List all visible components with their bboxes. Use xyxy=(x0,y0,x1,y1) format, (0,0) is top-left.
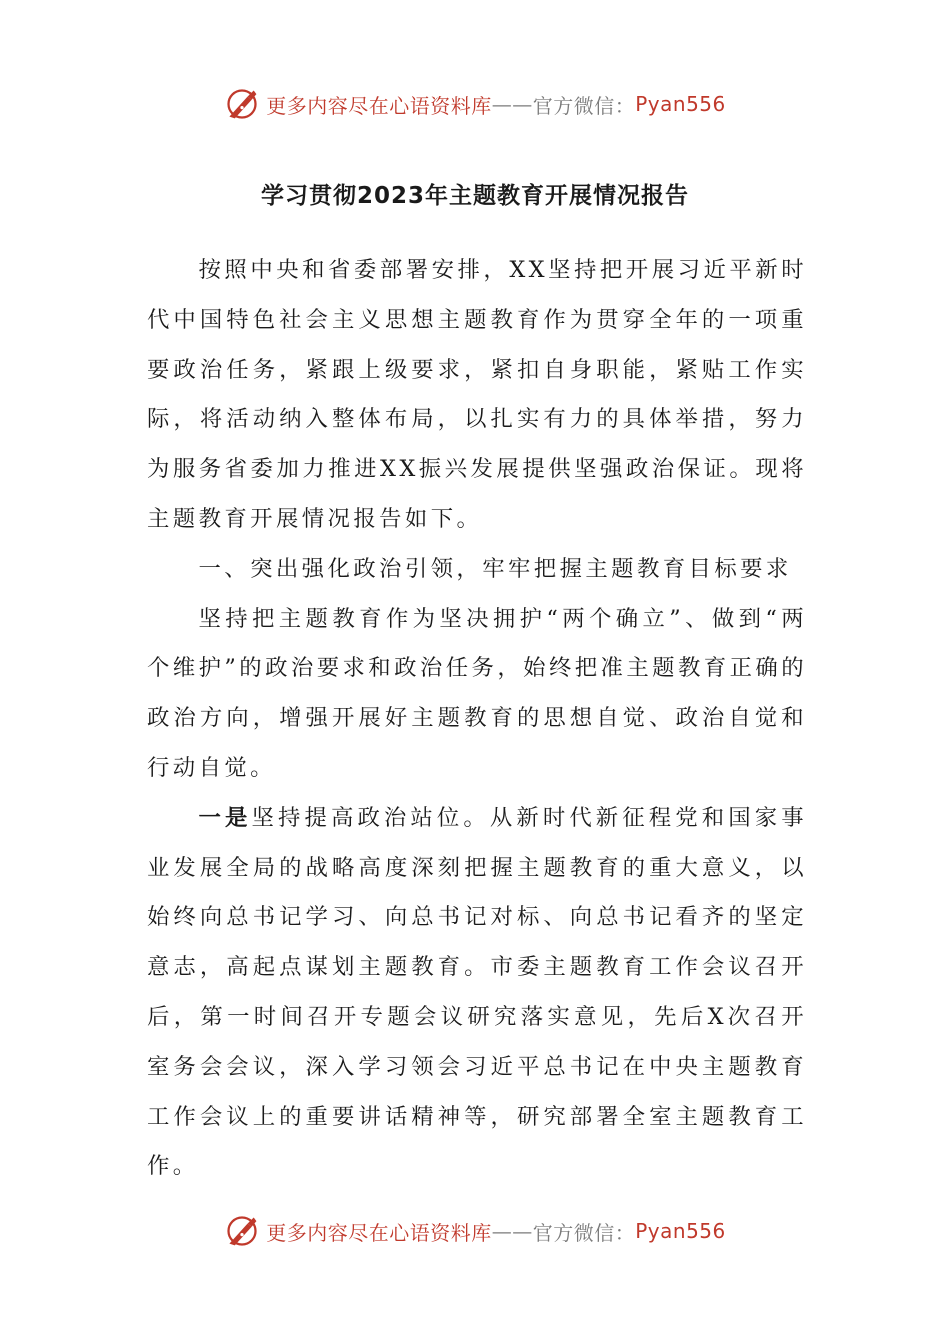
watermark-brand: 更多内容尽在心语资料库 xyxy=(266,93,492,118)
watermark-dash: —— xyxy=(491,1219,533,1243)
watermark-channel: 官方微信： xyxy=(532,93,636,118)
paragraph-text: 坚持把主题教育作为坚决拥护“两个确立”、做到“两个维护”的政治要求和政治任务，始终把准主题教育正确的政治方向，增强开展好主题教育的思想自觉、政治自觉和行动自觉。 xyxy=(147,605,807,781)
watermark-footer xyxy=(0,1209,950,1253)
document-body xyxy=(147,246,807,1192)
watermark-dash: —— xyxy=(491,92,533,116)
watermark-wechat-id: Pyan556 xyxy=(635,92,726,116)
paragraph-section-1-intro xyxy=(147,595,807,794)
paragraph-intro xyxy=(147,246,807,545)
watermark-brand: 更多内容尽在心语资料库 xyxy=(266,1220,492,1245)
document-title: 学习贯彻2023年主题教育开展情况报告 xyxy=(260,183,689,209)
pen-nib-logo-icon xyxy=(224,86,260,122)
pen-nib-logo-icon xyxy=(224,1213,260,1249)
watermark-header xyxy=(0,82,950,126)
section-heading-1 xyxy=(147,545,807,595)
paragraph-text: 坚持提高政治站位。从新时代新征程党和国家事业发展全局的战略高度深刻把握主题教育的重大意义，以始终向总书记学习、向总书记对标、向总书记看齐的坚定意志，高起点谋划主题教育。市委主题教育工作会议召开后，第一时间召开专题会议研究落实意见，先后X次召开室务会会议，深入学习领会习近平总书记在中央主题教育工作会议上的重要讲话精神等，研究部署全室主题教育工作。 xyxy=(147,804,807,1180)
watermark-wechat-id: Pyan556 xyxy=(635,1219,726,1243)
watermark-channel: 官方微信： xyxy=(532,1220,636,1245)
point-lead: 一是 xyxy=(198,804,252,831)
section-heading-text: 一、突出强化政治引领，牢牢把握主题教育目标要求 xyxy=(198,555,792,582)
paragraph-point-1 xyxy=(147,794,807,1192)
paragraph-text: 按照中央和省委部署安排，XX坚持把开展习近平新时代中国特色社会主义思想主题教育作为贯穿全年的一项重要政治任务，紧跟上级要求，紧扣自身职能，紧贴工作实际，将活动纳入整体布局，以扎实有力的具体举措，努力为服务省委加力推进XX振兴发展提供坚强政治保证。现将主题教育开展情况报告如下。 xyxy=(147,257,807,532)
